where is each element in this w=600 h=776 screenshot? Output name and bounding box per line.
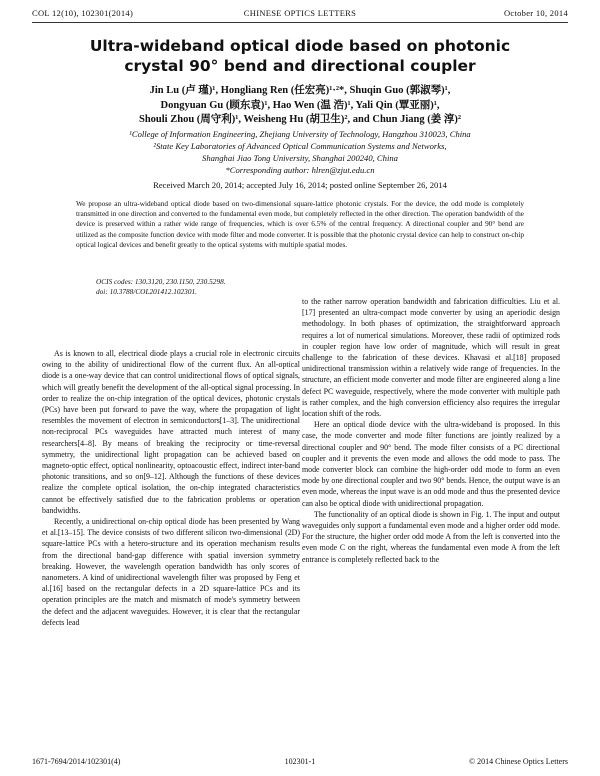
body-paragraph: The functionality of an optical diode is shown in Fig. 1. The input and output waveguides only support a fundamental even mode and a higher order odd mode. For the structure, the higher order odd mode A from the left is converted into the even mode C on the right, whereas the fundamental even mode A from the left entrance is completely reflected back to the	[302, 509, 560, 564]
affiliation-line: Shanghai Jiao Tong University, Shanghai 200240, China	[202, 153, 398, 163]
affiliations	[40, 128, 560, 176]
issue-date: October 10, 2014	[503, 8, 568, 18]
body-paragraph: to the rather narrow operation bandwidth and fabrication difficulties. Liu et al.[17] presented an ultra-compact mode converter by using an aperiodic design methodology. In both phases of optimization, the straightforward approach requires a lot of numerical simulations. Moreover, these radii of optimized rods in coupler region have low order of magnitude, which will result in great challenge to the fabrication of these devices. Khavasi et al.[18] proposed unidirectional transmission within a relatively wide range of frequencies. In the structure, an efficient mode converter and mode filter are engineered along a line defect PC waveguide, respectively, where the mode converter with multiple path is rather complex, and the high conversion efficiency also requires the irregular location shift of the rods.	[302, 297, 560, 419]
author-list	[40, 84, 560, 128]
title-line: crystal 90° bend and directional coupler	[124, 57, 476, 75]
abstract-text: We propose an ultra-wideband optical diode based on two-dimensional square-lattice photonic crystals. For the device, the odd mode is completely transmitted in one direction and converted to the fundamental even mode, but completely reflected in the other direction. The operation bandwidth of the device is preserved within a rather wide range of frequencies, which is over 6.5% of the central frequency. A directional coupler and 90° bend are utilized as the composite function device with mode filter and mode converter. It is possible that the photonic crystal device can help to construct on-chip optical logical devices and benefit greatly to the optical systems with multiple spatial modes.	[76, 199, 524, 249]
received-dates: Received March 20, 2014; accepted July 16, 2014; posted online September 26, 2014	[153, 180, 447, 190]
page-number: 102301-1	[284, 757, 316, 766]
author-line: Jin Lu (卢 瑾)¹, Hongliang Ren (任宏亮)¹·²*, Shuqin Guo (郭淑琴)¹,	[149, 85, 451, 96]
journal-citation: COL 12(10), 102301(2014)	[32, 8, 134, 18]
body-column-left	[42, 348, 300, 628]
ocis-codes: OCIS codes: 130.3120, 230.1150, 230.5298.	[96, 277, 226, 286]
page-footer	[32, 757, 568, 769]
issn-code: 1671-7694/2014/102301(4)	[32, 757, 121, 766]
affiliation-line: ¹College of Information Engineering, Zhejiang University of Technology, Hangzhou 310023, China	[129, 129, 471, 139]
title-line: Ultra-wideband optical diode based on photonic	[89, 37, 511, 55]
doi-link[interactable]: doi: 10.3788/COL201412.102301.	[96, 286, 197, 296]
journal-name: CHINESE OPTICS LETTERS	[243, 8, 357, 18]
running-head	[32, 8, 568, 22]
article-codes	[96, 277, 226, 296]
body-column-right	[302, 296, 560, 565]
body-paragraph: Here an optical diode device with the ultra-wideband is proposed. In this case, the mode converter and mode filter functions are jointly realized by a directional coupler and 90° bend. The mode filter consists of a PC directional coupler and it prevents the even mode and allows the odd mode to pass. The mode converter block can combine the high-order odd mode to form an even mode by one directional coupler and two 90° bends. Hence, the output wave is an even mode, whereas the input wave is an odd mode and thus the presented device can also be optical diode with unidirectional propagation.	[302, 420, 560, 508]
affiliation-line: ²State Key Laboratories of Advanced Optical Communication Systems and Networks,	[153, 141, 447, 151]
abstract	[76, 199, 524, 250]
author-line: Dongyuan Gu (顾东袁)¹, Hao Wen (温 浩)¹, Yali Qin (覃亚丽)¹,	[160, 99, 440, 111]
header-rule	[32, 22, 568, 23]
body-paragraph: Recently, a unidirectional on-chip optical diode has been presented by Wang et al.[13–15]. The device consists of two different silicon two-dimensional (2D) square-lattice PCs with a hetero-structure and its operation mechanism results from the directional band-gap difference with spatial inversion symmetry breaking. However, the wavelength operation bandwidth has only scores of nanometers. A kind of unidirectional wavelength filter was proposed by Feng et al.[16] based on the rectangular defects in a 2D square-lattice PCs and its operation principles are the match and mismatch of mode's symmetry between the defect and the adjacent waveguides. However, it is clear that the rectangular defects lead	[42, 517, 300, 627]
body-paragraph: As is known to all, electrical diode plays a crucial role in electronic circuits owing to the ability of unidirectional flow of the current flux. An all-optical diode is a one-way device that can control unidirectional flows of optical signals, which will greatly benefit the development of the all-optical signal processing. In order to realize the on-chip integration of the optical devices, photonic crystals (PCs) have been put forward to pave the way, where the propagation of light resembles the movement of electron in semiconductors[1–3]. The unidirectional non-reciprocal PCs waveguides have attracted much interest of many researchers[4–8]. By means of breaking the reciprocity or time-reversal symmetry, the unidirectional light propagation can be achieved based on magneto-optic effect, optical nonlinearity, optoacoustic effect, indirect inter-band photonic transitions, and so on[9–12]. Although the functions of these devices realize the complete optical isolation, the on-chip integrated characteristics cannot be effectively satisfied due to the fabrication problems or operation bandwidths.	[42, 349, 300, 515]
copyright: © 2014 Chinese Optics Letters	[469, 757, 568, 766]
corresponding-author: *Corresponding author: hlren@zjut.edu.cn	[225, 165, 375, 175]
author-line: Shouli Zhou (周守利)¹, Weisheng Hu (胡卫生)², and Chun Jiang (姜 淳)²	[139, 114, 461, 125]
article-title	[40, 36, 560, 76]
